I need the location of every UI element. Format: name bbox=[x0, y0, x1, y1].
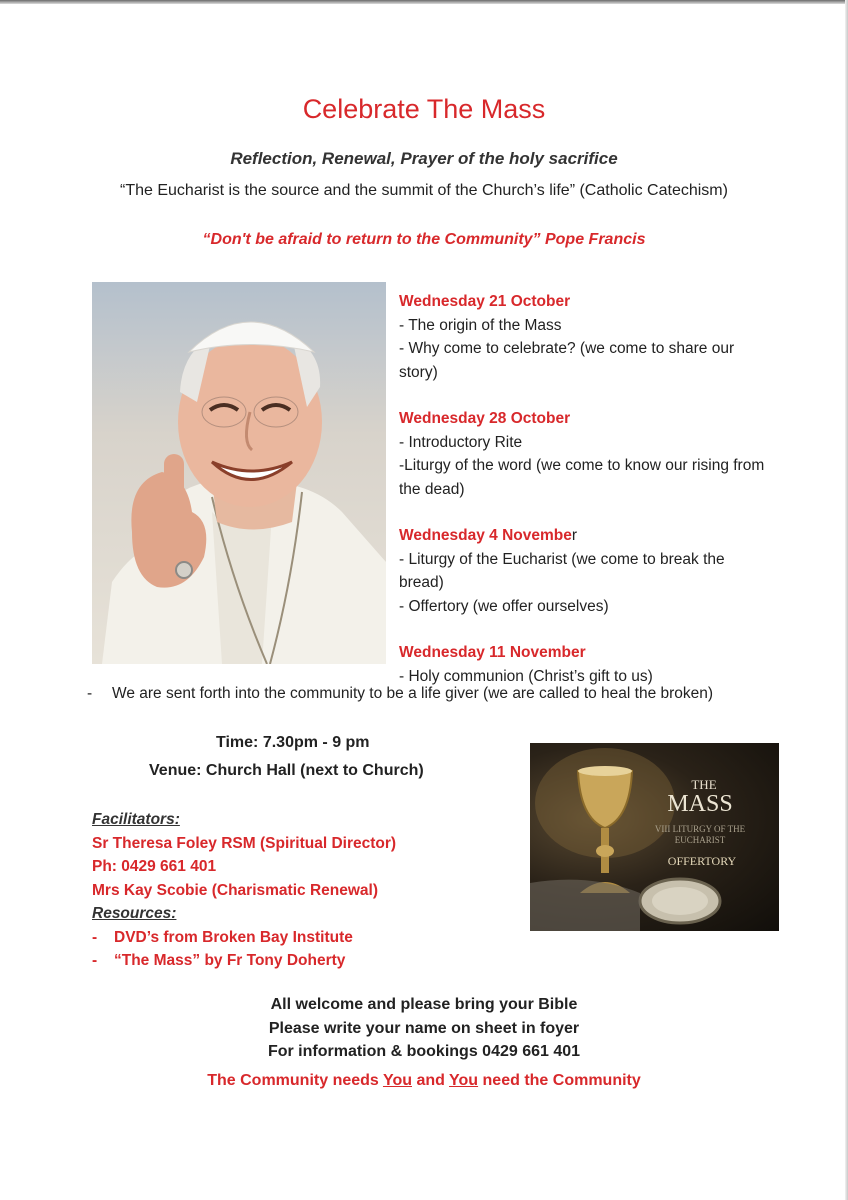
footer-line: For information & bookings 0429 661 401 bbox=[267, 1043, 581, 1060]
session-item bbox=[399, 407, 769, 501]
dvd-cover-episode-text: OFFERTORY bbox=[667, 854, 737, 868]
session-topic: - Offertory (we offer ourselves) bbox=[399, 597, 609, 615]
dvd-cover-part-text: VIII LITURGY OF THE bbox=[654, 824, 746, 834]
resources-label: Resources: bbox=[92, 905, 177, 922]
session-item bbox=[399, 524, 769, 618]
facilitators-block bbox=[92, 808, 396, 973]
closing-emphasis: You bbox=[449, 1071, 479, 1089]
flyer-subtitle: Reflection, Renewal, Prayer of the holy sacrifice bbox=[230, 149, 618, 168]
resource-text: “The Mass” by Fr Tony Doherty bbox=[114, 952, 346, 969]
closing-emphasis: You bbox=[382, 1071, 412, 1089]
catechism-quote: “The Eucharist is the source and the summit of the Church’s life” (Catholic Catechism) bbox=[120, 182, 728, 199]
session-date: Wednesday 28 October bbox=[399, 410, 571, 427]
session-topic: - Why come to celebrate? (we come to share our story) bbox=[399, 340, 739, 381]
session-topic: -Liturgy of the word (we come to know our rising from the dead) bbox=[399, 457, 769, 498]
pope-photo-illustration bbox=[92, 282, 386, 664]
closing-message bbox=[0, 1069, 848, 1093]
session-item bbox=[399, 641, 769, 688]
session-topic: - Liturgy of the Eucharist (we come to break the bread) bbox=[399, 550, 729, 591]
flyer-title: Celebrate The Mass bbox=[302, 94, 546, 124]
pope-francis-photo bbox=[92, 282, 386, 664]
facilitator-phone: Ph: 0429 661 401 bbox=[92, 858, 217, 875]
dvd-cover-part2-text: EUCHARIST bbox=[674, 835, 726, 845]
sent-forth-line bbox=[87, 685, 713, 703]
footer-line: All welcome and please bring your Bible bbox=[270, 996, 578, 1013]
session-topic: - Introductory Rite bbox=[399, 433, 523, 451]
event-time: Time: 7.30pm - 9 pm bbox=[216, 734, 370, 751]
dvd-cover-title-text: MASS bbox=[667, 791, 733, 817]
session-topic: - The origin of the Mass bbox=[399, 316, 562, 334]
closing-text: and bbox=[412, 1071, 450, 1089]
session-topic: - Holy communion (Christ’s gift to us) bbox=[399, 667, 653, 685]
resource-text: DVD’s from Broken Bay Institute bbox=[114, 928, 353, 946]
session-item bbox=[399, 290, 769, 384]
scan-edge-top bbox=[0, 0, 848, 4]
bullet-dash: - bbox=[92, 928, 98, 946]
event-venue: Venue: Church Hall (next to Church) bbox=[149, 762, 424, 779]
facilitator-name: Mrs Kay Scobie (Charismatic Renewal) bbox=[92, 881, 378, 899]
closing-text: need the Community bbox=[478, 1071, 641, 1089]
the-mass-dvd-cover bbox=[530, 743, 779, 931]
bullet-dash: - bbox=[92, 952, 98, 969]
resource-item bbox=[92, 926, 396, 950]
facilitator-name: Sr Theresa Foley RSM (Spiritual Director) bbox=[92, 834, 397, 852]
dvd-cover-the-text: THE bbox=[691, 777, 717, 792]
footer-line: Please write your name on sheet in foyer bbox=[268, 1019, 580, 1037]
dvd-cover-art bbox=[530, 743, 779, 931]
resource-item bbox=[92, 949, 396, 973]
pope-quote: “Don't be afraid to return to the Community” Pope Francis bbox=[202, 231, 646, 248]
flyer-footer bbox=[0, 993, 848, 1092]
closing-text: The Community needs bbox=[207, 1071, 383, 1089]
sent-forth-text: We are sent forth into the community to be a life giver (we are called to heal the broken) bbox=[112, 685, 714, 702]
session-date-row bbox=[399, 524, 769, 548]
bullet-dash: - bbox=[87, 685, 93, 702]
session-date: Wednesday 11 November bbox=[399, 644, 586, 661]
session-date: Wednesday 21 October bbox=[399, 293, 571, 310]
session-date-tail: r bbox=[571, 527, 578, 544]
facilitators-label: Facilitators: bbox=[92, 811, 180, 828]
session-schedule bbox=[399, 290, 769, 711]
session-date: Wednesday 4 Novembe bbox=[399, 527, 572, 544]
